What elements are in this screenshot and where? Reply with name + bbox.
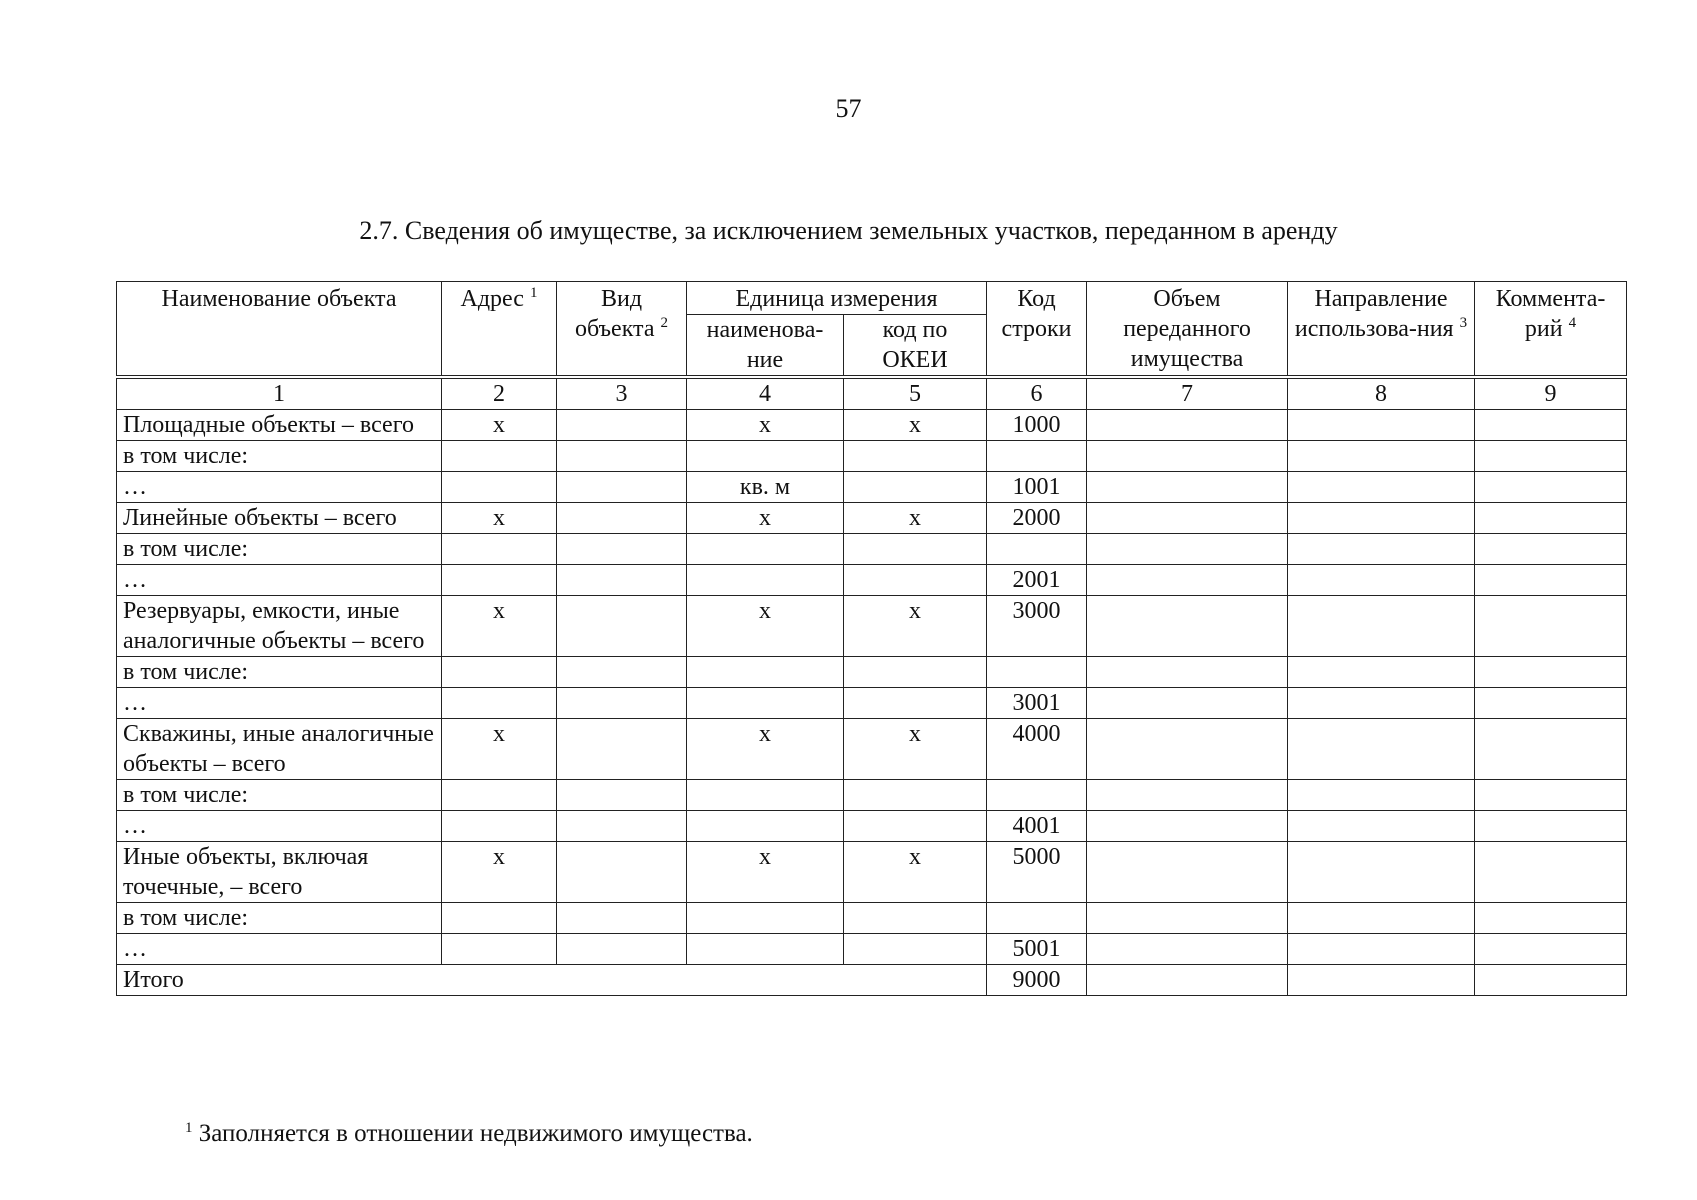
cell-direction: [1288, 965, 1475, 996]
header-row-code: Код строки: [987, 282, 1087, 378]
cell-volume: [1087, 657, 1288, 688]
cell-volume: [1087, 688, 1288, 719]
column-number: 5: [844, 377, 987, 410]
page-number: 57: [835, 94, 862, 123]
cell-unit-code: [844, 534, 987, 565]
cell-address: [442, 688, 557, 719]
cell-name: …: [117, 472, 442, 503]
cell-row-code: 1000: [987, 410, 1087, 441]
cell-volume: [1087, 842, 1288, 903]
section-title: 2.7. Сведения об имуществе, за исключением земельных участков, переданном в аренду: [359, 216, 1338, 245]
cell-volume: [1087, 410, 1288, 441]
cell-name: в том числе:: [117, 780, 442, 811]
cell-row-code: [987, 903, 1087, 934]
cell-direction: [1288, 903, 1475, 934]
cell-comment: [1475, 472, 1627, 503]
cell-unit-code: х: [844, 719, 987, 780]
cell-name: Иные объекты, включая точечные, – всего: [117, 842, 442, 903]
cell-address: х: [442, 842, 557, 903]
cell-comment: [1475, 688, 1627, 719]
column-number: 6: [987, 377, 1087, 410]
column-number-row: [117, 377, 1627, 410]
cell-unit-code: х: [844, 842, 987, 903]
column-number: 7: [1087, 377, 1288, 410]
cell-volume: [1087, 965, 1288, 996]
cell-row-code: [987, 534, 1087, 565]
cell-name: в том числе:: [117, 441, 442, 472]
cell-volume: [1087, 472, 1288, 503]
header-volume: Объем переданного имущества: [1087, 282, 1288, 378]
cell-address: [442, 811, 557, 842]
column-number: 8: [1288, 377, 1475, 410]
cell-direction: [1288, 780, 1475, 811]
cell-name: Резервуары, емкости, иные аналогичные объекты – всего: [117, 596, 442, 657]
cell-unit-code: [844, 934, 987, 965]
cell-unit-name: х: [687, 410, 844, 441]
cell-address: х: [442, 410, 557, 441]
header-direction: Направление использова-ния $^3$: [1288, 282, 1475, 378]
cell-object-type: [557, 934, 687, 965]
cell-name: …: [117, 811, 442, 842]
footnote-ref: 2: [660, 315, 668, 331]
cell-address: [442, 934, 557, 965]
cell-direction: [1288, 688, 1475, 719]
table-row: [117, 903, 1627, 934]
cell-name: Скважины, иные аналогичные объекты – всего: [117, 719, 442, 780]
cell-name: в том числе:: [117, 534, 442, 565]
cell-row-code: [987, 441, 1087, 472]
cell-object-type: [557, 719, 687, 780]
cell-comment: [1475, 410, 1627, 441]
cell-unit-name: х: [687, 503, 844, 534]
cell-address: [442, 441, 557, 472]
cell-object-type: [557, 688, 687, 719]
cell-unit-code: [844, 780, 987, 811]
cell-object-type: [557, 534, 687, 565]
cell-address: [442, 534, 557, 565]
cell-object-type: [557, 903, 687, 934]
cell-unit-name: [687, 657, 844, 688]
cell-unit-name: [687, 934, 844, 965]
cell-comment: [1475, 780, 1627, 811]
cell-unit-code: [844, 657, 987, 688]
cell-direction: [1288, 410, 1475, 441]
cell-name: …: [117, 934, 442, 965]
column-number: 2: [442, 377, 557, 410]
cell-row-code: [987, 780, 1087, 811]
cell-row-code: 2001: [987, 565, 1087, 596]
cell-object-type: [557, 472, 687, 503]
cell-object-type: [557, 441, 687, 472]
cell-object-type: [557, 780, 687, 811]
header-object-type: Вид объекта $^2$: [557, 282, 687, 378]
header-comment: Коммента-рий $^4$: [1475, 282, 1627, 378]
cell-address: [442, 472, 557, 503]
table-row: [117, 441, 1627, 472]
cell-unit-name: х: [687, 842, 844, 903]
cell-comment: [1475, 719, 1627, 780]
cell-comment: [1475, 842, 1627, 903]
cell-comment: [1475, 811, 1627, 842]
cell-volume: [1087, 903, 1288, 934]
cell-name: в том числе:: [117, 657, 442, 688]
column-number: 4: [687, 377, 844, 410]
header-name: Наименование объекта: [117, 282, 442, 378]
cell-comment: [1475, 503, 1627, 534]
cell-object-type: [557, 596, 687, 657]
cell-volume: [1087, 565, 1288, 596]
cell-unit-code: [844, 441, 987, 472]
cell-direction: [1288, 503, 1475, 534]
cell-name: …: [117, 565, 442, 596]
table-row: [117, 934, 1627, 965]
cell-unit-code: х: [844, 596, 987, 657]
cell-address: [442, 903, 557, 934]
table-row: [117, 534, 1627, 565]
cell-row-code: 4001: [987, 811, 1087, 842]
table-row: [117, 503, 1627, 534]
cell-unit-name: х: [687, 719, 844, 780]
cell-name: Линейные объекты – всего: [117, 503, 442, 534]
cell-volume: [1087, 780, 1288, 811]
cell-volume: [1087, 719, 1288, 780]
cell-comment: [1475, 965, 1627, 996]
column-number: 1: [117, 377, 442, 410]
cell-comment: [1475, 596, 1627, 657]
cell-direction: [1288, 534, 1475, 565]
cell-address: х: [442, 719, 557, 780]
cell-unit-name: [687, 534, 844, 565]
cell-address: х: [442, 596, 557, 657]
cell-object-type: [557, 565, 687, 596]
cell-object-type: [557, 842, 687, 903]
cell-row-code: 2000: [987, 503, 1087, 534]
cell-address: х: [442, 503, 557, 534]
leased-property-table: [116, 281, 1627, 996]
cell-direction: [1288, 596, 1475, 657]
cell-object-type: [557, 657, 687, 688]
table-row: [117, 565, 1627, 596]
table-row: [117, 719, 1627, 780]
cell-name: …: [117, 688, 442, 719]
footnote-mark: 1: [185, 1120, 193, 1136]
header-unit-name: наименова-ние: [687, 315, 844, 378]
cell-comment: [1475, 565, 1627, 596]
cell-row-code: 3001: [987, 688, 1087, 719]
cell-unit-name: [687, 565, 844, 596]
cell-comment: [1475, 903, 1627, 934]
header-row: [117, 282, 1627, 315]
cell-volume: [1087, 441, 1288, 472]
cell-unit-code: [844, 472, 987, 503]
cell-row-code: [987, 657, 1087, 688]
cell-volume: [1087, 534, 1288, 565]
table-row: [117, 842, 1627, 903]
cell-comment: [1475, 534, 1627, 565]
cell-row-code: 1001: [987, 472, 1087, 503]
cell-row-code: 5000: [987, 842, 1087, 903]
cell-direction: [1288, 842, 1475, 903]
cell-unit-name: [687, 441, 844, 472]
table-row: [117, 410, 1627, 441]
cell-unit-name: [687, 903, 844, 934]
cell-comment: [1475, 657, 1627, 688]
cell-direction: [1288, 565, 1475, 596]
cell-unit-code: [844, 903, 987, 934]
cell-volume: [1087, 503, 1288, 534]
total-code: 9000: [987, 965, 1087, 996]
cell-comment: [1475, 441, 1627, 472]
cell-unit-code: [844, 688, 987, 719]
table-row: [117, 657, 1627, 688]
cell-direction: [1288, 719, 1475, 780]
cell-unit-code: х: [844, 503, 987, 534]
table-row: [117, 688, 1627, 719]
footnote-ref: 1: [529, 285, 538, 301]
footnote-ref: 4: [1568, 315, 1577, 331]
cell-address: [442, 657, 557, 688]
cell-unit-code: х: [844, 410, 987, 441]
table-row: [117, 780, 1627, 811]
table-body: [117, 410, 1627, 996]
header-unit-group: Единица измерения: [687, 282, 987, 315]
cell-volume: [1087, 934, 1288, 965]
header-unit-code: код по ОКЕИ: [844, 315, 987, 378]
cell-unit-name: х: [687, 596, 844, 657]
cell-volume: [1087, 596, 1288, 657]
cell-row-code: 4000: [987, 719, 1087, 780]
column-number: 3: [557, 377, 687, 410]
footnote-text: Заполняется в отношении недвижимого имущества.: [198, 1120, 753, 1147]
table-row: [117, 596, 1627, 657]
table-row: [117, 811, 1627, 842]
cell-object-type: [557, 503, 687, 534]
cell-row-code: 5001: [987, 934, 1087, 965]
table-row: [117, 472, 1627, 503]
cell-direction: [1288, 657, 1475, 688]
cell-direction: [1288, 472, 1475, 503]
cell-unit-name: [687, 811, 844, 842]
cell-unit-code: [844, 811, 987, 842]
cell-direction: [1288, 441, 1475, 472]
cell-volume: [1087, 811, 1288, 842]
footnote: [185, 1120, 753, 1148]
cell-name: в том числе:: [117, 903, 442, 934]
cell-name: Площадные объекты – всего: [117, 410, 442, 441]
cell-address: [442, 565, 557, 596]
cell-object-type: [557, 811, 687, 842]
header-address: Адрес $^1$: [442, 282, 557, 378]
total-row: [117, 965, 1627, 996]
cell-unit-name: кв. м: [687, 472, 844, 503]
footnote-ref: 3: [1459, 315, 1468, 331]
cell-address: [442, 780, 557, 811]
cell-unit-name: [687, 688, 844, 719]
cell-unit-name: [687, 780, 844, 811]
column-number: 9: [1475, 377, 1627, 410]
cell-direction: [1288, 934, 1475, 965]
cell-direction: [1288, 811, 1475, 842]
total-label: Итого: [117, 965, 987, 996]
cell-comment: [1475, 934, 1627, 965]
cell-object-type: [557, 410, 687, 441]
cell-row-code: 3000: [987, 596, 1087, 657]
cell-unit-code: [844, 565, 987, 596]
